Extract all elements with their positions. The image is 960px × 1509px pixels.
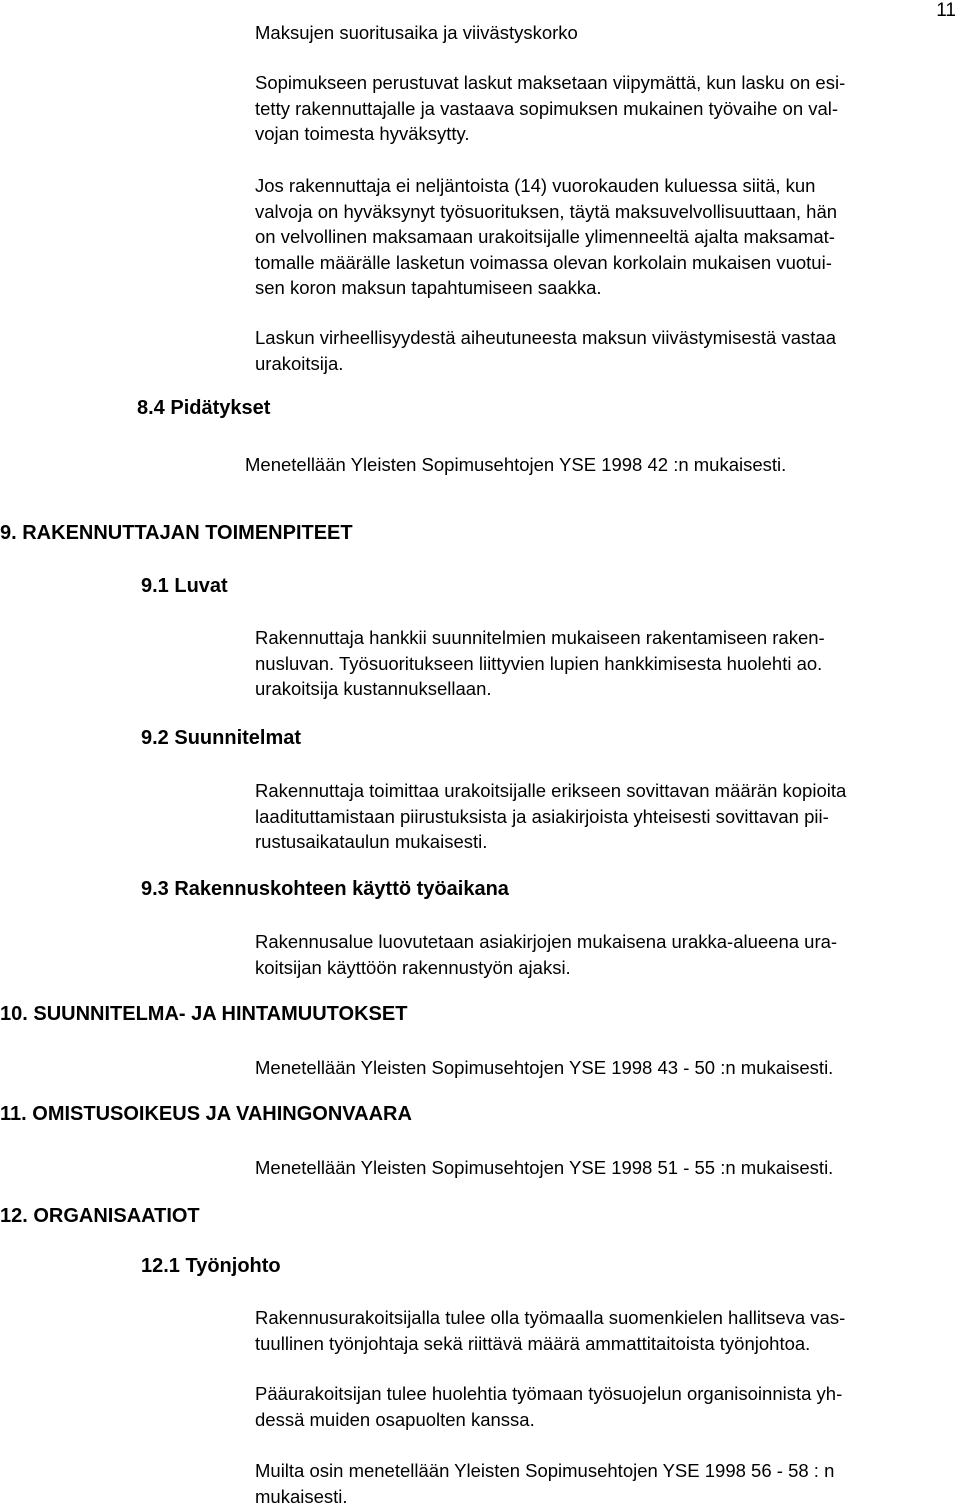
text-line: sen koron maksun tapahtumiseen saakka. bbox=[255, 275, 837, 301]
heading-9-1: 9.1 Luvat bbox=[141, 575, 228, 598]
section-12-1-paragraph-1 bbox=[255, 1305, 845, 1356]
text-line: vojan toimesta hyväksytty. bbox=[255, 121, 845, 147]
text-line: tuullinen työnjohtaja sekä riittävä määrä ammattitaitoista työnjohtoa. bbox=[255, 1331, 845, 1357]
text-line: Muilta osin menetellään Yleisten Sopimusehtojen YSE 1998 56 - 58 : n bbox=[255, 1458, 834, 1484]
text-line: Rakennusalue luovutetaan asiakirjojen mukaisena urakka-alueena ura- bbox=[255, 929, 837, 955]
section-9-2-text bbox=[255, 778, 846, 855]
text-line: nusluvan. Työsuoritukseen liittyvien lupien hankkimisesta huolehti ao. bbox=[255, 651, 825, 677]
heading-9-2: 9.2 Suunnitelmat bbox=[141, 727, 301, 750]
text-line: dessä muiden osapuolten kanssa. bbox=[255, 1407, 842, 1433]
text-line: koitsijan käyttöön rakennustyön ajaksi. bbox=[255, 955, 837, 981]
text-line: tetty rakennuttajalle ja vastaava sopimuksen mukainen työvaihe on val- bbox=[255, 96, 845, 122]
payment-paragraph-1 bbox=[255, 70, 845, 147]
section-9-1-text bbox=[255, 625, 825, 702]
heading-12: 12. ORGANISAATIOT bbox=[0, 1205, 200, 1228]
section-8-4-text: Menetellään Yleisten Sopimusehtojen YSE 1998 42 :n mukaisesti. bbox=[245, 452, 786, 478]
text-line: valvoja on hyväksynyt työsuorituksen, täytä maksuvelvollisuuttaan, hän bbox=[255, 199, 837, 225]
heading-12-1: 12.1 Työnjohto bbox=[141, 1255, 281, 1278]
text-line: laadituttamistaan piirustuksista ja asiakirjoista yhteisesti sovittavan pii- bbox=[255, 804, 846, 830]
text-line: Pääurakoitsijan tulee huolehtia työmaan työsuojelun organisoinnista yh- bbox=[255, 1381, 842, 1407]
section-9-3-text bbox=[255, 929, 837, 980]
text-line: tomalle määrälle lasketun voimassa olevan korkolain mukaisen vuotui- bbox=[255, 250, 837, 276]
text-line: urakoitsija. bbox=[255, 351, 836, 377]
heading-8-4: 8.4 Pidätykset bbox=[137, 397, 270, 420]
text-line: mukaisesti. bbox=[255, 1484, 834, 1509]
payment-paragraph-3 bbox=[255, 325, 836, 376]
text-line: rustusaikataulun mukaisesti. bbox=[255, 829, 846, 855]
section-10-text: Menetellään Yleisten Sopimusehtojen YSE 1998 43 - 50 :n mukaisesti. bbox=[255, 1055, 833, 1081]
text-line: Jos rakennuttaja ei neljäntoista (14) vuorokauden kuluessa siitä, kun bbox=[255, 173, 837, 199]
payment-paragraph-2 bbox=[255, 173, 837, 301]
text-line: Sopimukseen perustuvat laskut maksetaan viipymättä, kun lasku on esi- bbox=[255, 70, 845, 96]
heading-9: 9. RAKENNUTTAJAN TOIMENPITEET bbox=[0, 522, 353, 545]
text-line: Laskun virheellisyydestä aiheutuneesta maksun viivästymisestä vastaa bbox=[255, 325, 836, 351]
heading-9-3: 9.3 Rakennuskohteen käyttö työaikana bbox=[141, 878, 509, 901]
text-line: Rakennuttaja hankkii suunnitelmien mukaiseen rakentamiseen raken- bbox=[255, 625, 825, 651]
section-11-text: Menetellään Yleisten Sopimusehtojen YSE 1998 51 - 55 :n mukaisesti. bbox=[255, 1155, 833, 1181]
payment-title: Maksujen suoritusaika ja viivästyskorko bbox=[255, 20, 578, 46]
text-line: urakoitsija kustannuksellaan. bbox=[255, 676, 825, 702]
text-line: on velvollinen maksamaan urakoitsijalle ylimenneeltä ajalta maksamat- bbox=[255, 224, 837, 250]
section-12-1-paragraph-3 bbox=[255, 1458, 834, 1509]
heading-11: 11. OMISTUSOIKEUS JA VAHINGONVAARA bbox=[0, 1103, 412, 1126]
page-number: 11 bbox=[936, 0, 956, 22]
text-line: Rakennuttaja toimittaa urakoitsijalle erikseen sovittavan määrän kopioita bbox=[255, 778, 846, 804]
heading-10: 10. SUUNNITELMA- JA HINTAMUUTOKSET bbox=[0, 1003, 407, 1026]
section-12-1-paragraph-2 bbox=[255, 1381, 842, 1432]
text-line: Rakennusurakoitsijalla tulee olla työmaalla suomenkielen hallitseva vas- bbox=[255, 1305, 845, 1331]
